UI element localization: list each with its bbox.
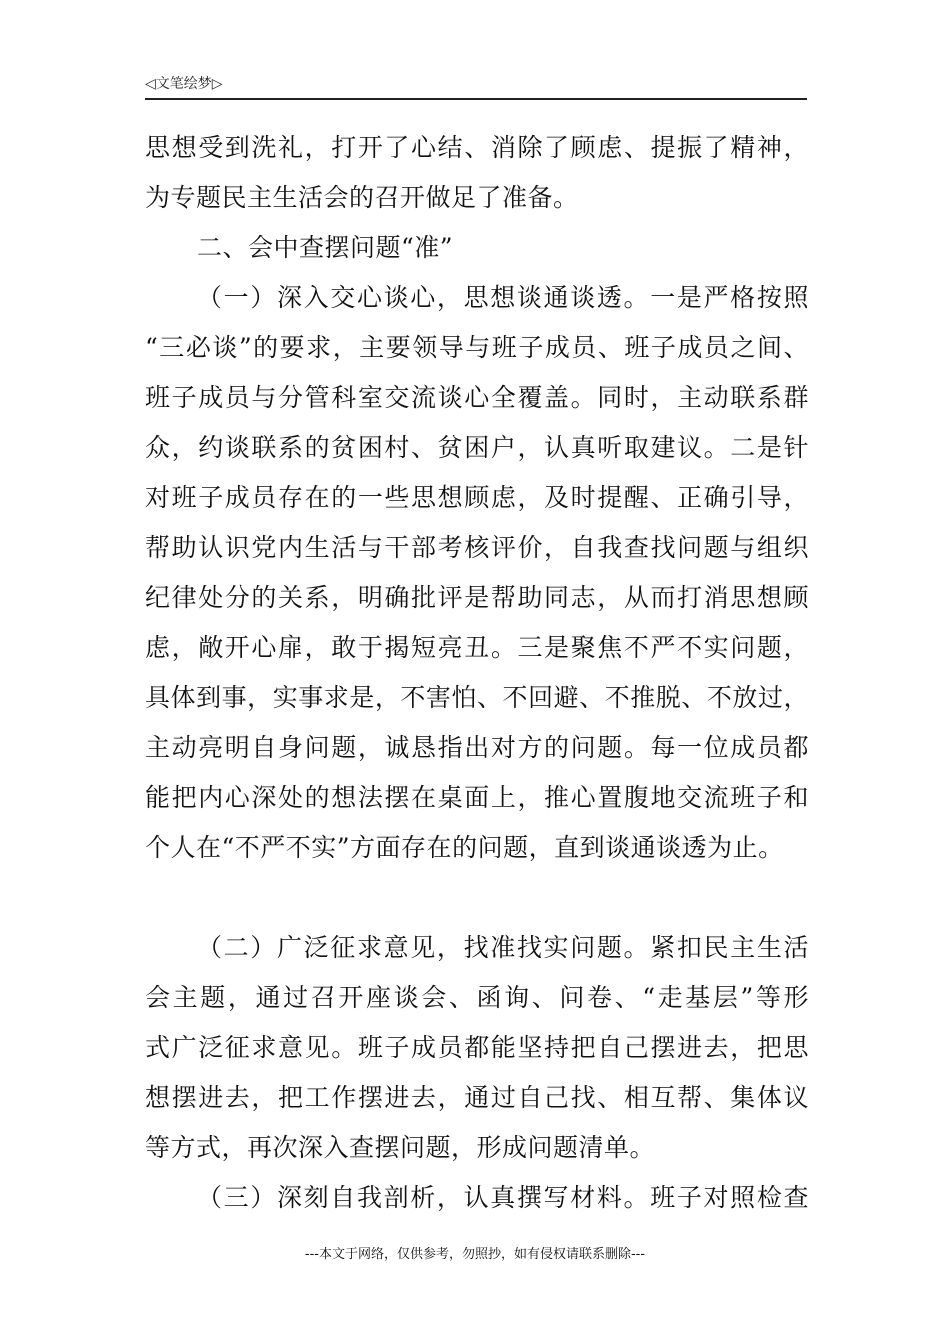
paragraph-line: （三）深刻自我剖析，认真撰写材料。班子对照检查 <box>197 1183 809 1212</box>
paragraph-gap <box>145 873 809 923</box>
paragraph-line: 主动亮明自身问题，诚恳指出对方的问题。每一位成员都 <box>145 733 809 762</box>
document-body <box>145 123 809 1223</box>
paragraph-line: 帮助认识党内生活与干部考核评价，自我查找问题与组织 <box>145 533 809 562</box>
paragraph-line: “三必谈”的要求，主要领导与班子成员、班子成员之间、 <box>145 333 809 362</box>
paragraph-line: 为专题民主生活会的召开做足了准备。 <box>145 183 579 212</box>
paragraph-line: （一）深入交心谈心，思想谈通谈透。一是严格按照 <box>197 283 809 312</box>
section-heading: 二、会中查摆问题“准” <box>197 233 454 262</box>
paragraph-line: 对班子成员存在的一些思想顾虑，及时提醒、正确引导， <box>145 483 809 512</box>
paragraph-line: 个人在“不严不实”方面存在的问题，直到谈通谈透为止。 <box>145 833 784 862</box>
paragraph-line: 能把内心深处的想法摆在桌面上，推心置腹地交流班子和 <box>145 783 809 812</box>
paragraph-line: 纪律处分的关系，明确批评是帮助同志，从而打消思想顾 <box>145 583 809 612</box>
header-title: ◁文笔绘梦▷ <box>145 76 223 92</box>
paragraph-line: 想摆进去，把工作摆进去，通过自己找、相互帮、集体议 <box>145 1083 809 1112</box>
paragraph-line: 会主题，通过召开座谈会、函询、问卷、“走基层”等形 <box>145 983 809 1012</box>
page-footer: ---本文于网络，仅供参考，勿照抄，如有侵权请联系删除--- <box>304 1247 646 1262</box>
paragraph-line: 式广泛征求意见。班子成员都能坚持把自己摆进去，把思 <box>145 1033 809 1062</box>
paragraph-line: 众，约谈联系的贫困村、贫困户，认真听取建议。二是针 <box>145 433 809 462</box>
paragraph-line: （二）广泛征求意见，找准找实问题。紧扣民主生活 <box>197 933 809 962</box>
paragraph-line: 思想受到洗礼，打开了心结、消除了顾虑、提振了精神， <box>145 133 809 162</box>
paragraph-line: 等方式，再次深入查摆问题，形成问题清单。 <box>145 1133 656 1162</box>
page-header <box>145 72 807 100</box>
paragraph-line: 虑，敞开心扉，敢于揭短亮丑。三是聚焦不严不实问题， <box>145 633 809 662</box>
paragraph-line: 具体到事，实事求是，不害怕、不回避、不推脱、不放过， <box>145 683 809 712</box>
paragraph-line: 班子成员与分管科室交流谈心全覆盖。同时，主动联系群 <box>145 383 809 412</box>
